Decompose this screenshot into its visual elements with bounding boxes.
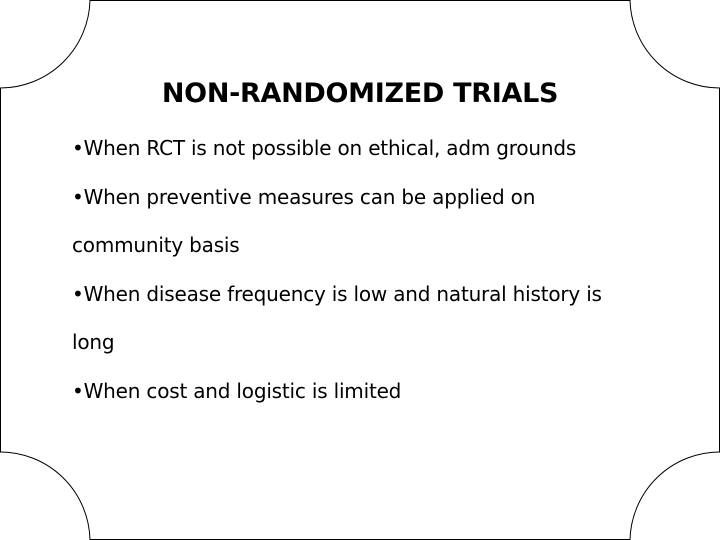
bullet-item (72, 270, 672, 319)
bullet-text: long (72, 330, 115, 354)
bullet-item (72, 367, 672, 416)
frame-corner-bottom-left (0, 452, 90, 540)
bullet-continuation (72, 221, 672, 270)
bullet-text: community basis (72, 233, 240, 257)
bullet-dot-icon: • (72, 281, 84, 306)
bullet-text: When cost and logistic is limited (83, 378, 402, 403)
slide-title: NON-RANDOMIZED TRIALS (161, 78, 559, 109)
frame-corner-top-left (0, 0, 90, 88)
bullet-dot-icon: • (72, 136, 84, 160)
bullet-item (72, 173, 672, 222)
frame-corner-top-right (630, 0, 720, 88)
bullet-dot-icon: • (72, 378, 84, 403)
frame-corner-bottom-right (630, 452, 720, 540)
bullet-continuation (72, 318, 672, 367)
bullet-text: When preventive measures can be applied on (83, 184, 536, 209)
bullet-text: When disease frequency is low and natural history is (83, 281, 602, 306)
bullet-text: When RCT is not possible on ethical, adm grounds (83, 136, 577, 160)
bullet-item (72, 124, 672, 173)
bullet-list (72, 124, 672, 415)
bullet-dot-icon: • (72, 184, 84, 209)
